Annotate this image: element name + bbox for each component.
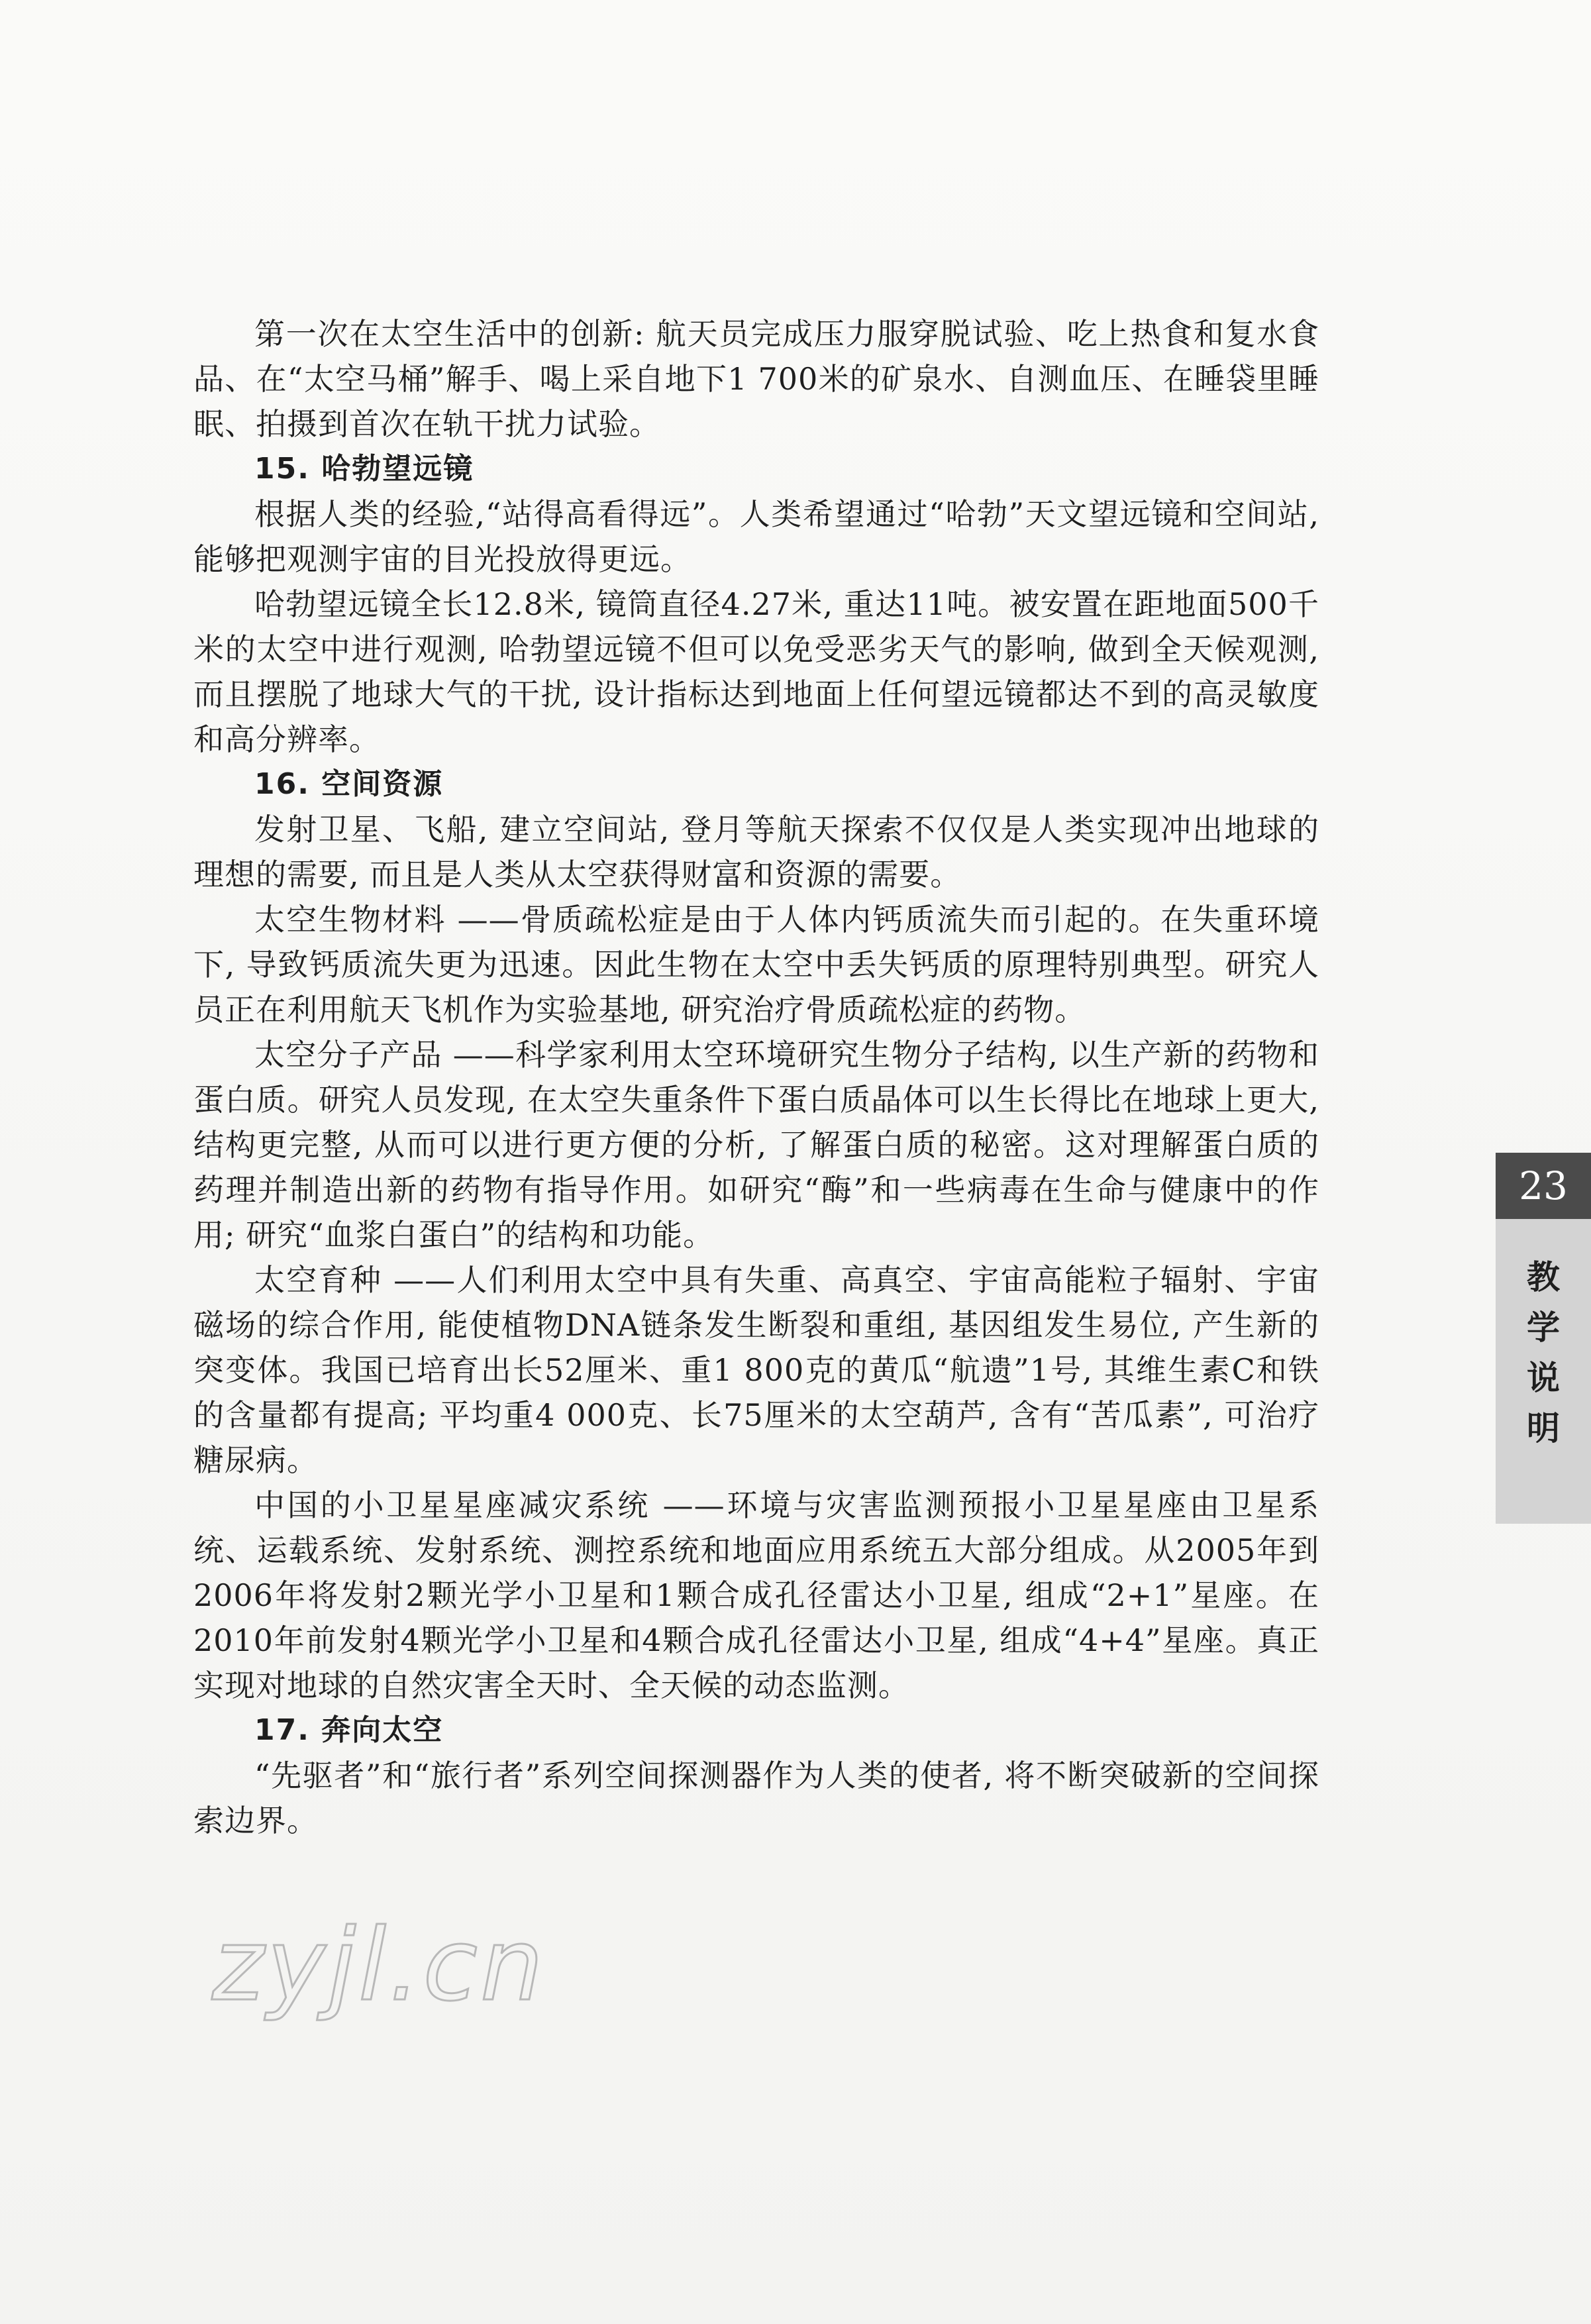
paragraph: 根据人类的经验,“站得高看得远”。人类希望通过“哈勃”天文望远镜和空间站, 能够把观测宇宙的目光投放得更远。 [193, 496, 1319, 577]
section-label-char: 教 [1527, 1258, 1560, 1296]
paragraph: 太空育种 ——人们利用太空中具有失重、高真空、宇宙高能粒子辐射、宇宙磁场的综合作用, 能使植物DNA链条发生断裂和重组, 基因组发生易位, 产生新的突变体。我国已培育出长52厘米、重1 800克的黄瓜“航遗”1号, 其维生素C和铁的含量都有提高; 平均重4 000克、长75厘米的太空葫芦, 含有“苦瓜素”, 可治疗糖尿病。 [193, 1262, 1319, 1478]
section-heading-17: 17. 奔向太空 [254, 1713, 444, 1747]
paragraph: 发射卫星、飞船, 建立空间站, 登月等航天探索不仅仅是人类实现冲出地球的理想的需要, 而且是人类从太空获得财富和资源的需要。 [193, 812, 1319, 892]
section-label-char: 明 [1527, 1409, 1560, 1448]
section-label [1496, 1252, 1591, 1453]
paragraph: 太空分子产品 ——科学家利用太空环境研究生物分子结构, 以生产新的药物和蛋白质。研究人员发现, 在太空失重条件下蛋白质晶体可以生长得比在地球上更大, 结构更完整, 从而可以进行更方便的分析, 了解蛋白质的秘密。这对理解蛋白质的药理并制造出新的药物有指导作用。如研究“酶”和一些病毒在生命与健康中的作用; 研究“血浆白蛋白”的结构和功能。 [193, 1037, 1319, 1253]
paragraph: 中国的小卫星星座减灾系统 ——环境与灾害监测预报小卫星星座由卫星系统、运载系统、发射系统、测控系统和地面应用系统五大部分组成。从2005年到2006年将发射2颗光学小卫星和1颗合成孔径雷达小卫星, 组成“2+1”星座。在2010年前发射4颗光学小卫星和4颗合成孔径雷达小卫星, 组成“4+4”星座。真正实现对地球的自然灾害全天时、全天候的动态监测。 [193, 1487, 1319, 1703]
page-number: 23 [1496, 1153, 1591, 1219]
body-text [193, 311, 1319, 1843]
paragraph: 太空生物材料 ——骨质疏松症是由于人体内钙质流失而引起的。在失重环境下, 导致钙质流失更为迅速。因此生物在太空中丢失钙质的原理特别典型。研究人员正在利用航天飞机作为实验基地, 研究治疗骨质疏松症的药物。 [193, 902, 1319, 1028]
watermark: zyjl.cn [212, 1908, 546, 2023]
section-heading-15: 15. 哈勃望远镜 [254, 452, 474, 486]
paragraph: 第一次在太空生活中的创新: 航天员完成压力服穿脱试验、吃上热食和复水食品、在“太空马桶”解手、喝上采自地下1 700米的矿泉水、自测血压、在睡袋里睡眠、拍摄到首次在轨干扰力试验。 [193, 316, 1319, 442]
section-label-char: 学 [1527, 1308, 1560, 1347]
paragraph: “先驱者”和“旅行者”系列空间探测器作为人类的使者, 将不断突破新的空间探索边界。 [193, 1758, 1319, 1838]
paragraph: 哈勃望远镜全长12.8米, 镜筒直径4.27米, 重达11吨。被安置在距地面500千米的太空中进行观测, 哈勃望远镜不但可以免受恶劣天气的影响, 做到全天候观测, 而且摆脱了地球大气的干扰, 设计指标达到地面上任何望远镜都达不到的高灵敏度和高分辨率。 [193, 586, 1319, 757]
section-heading-16: 16. 空间资源 [254, 767, 444, 801]
section-label-char: 说 [1527, 1359, 1560, 1397]
